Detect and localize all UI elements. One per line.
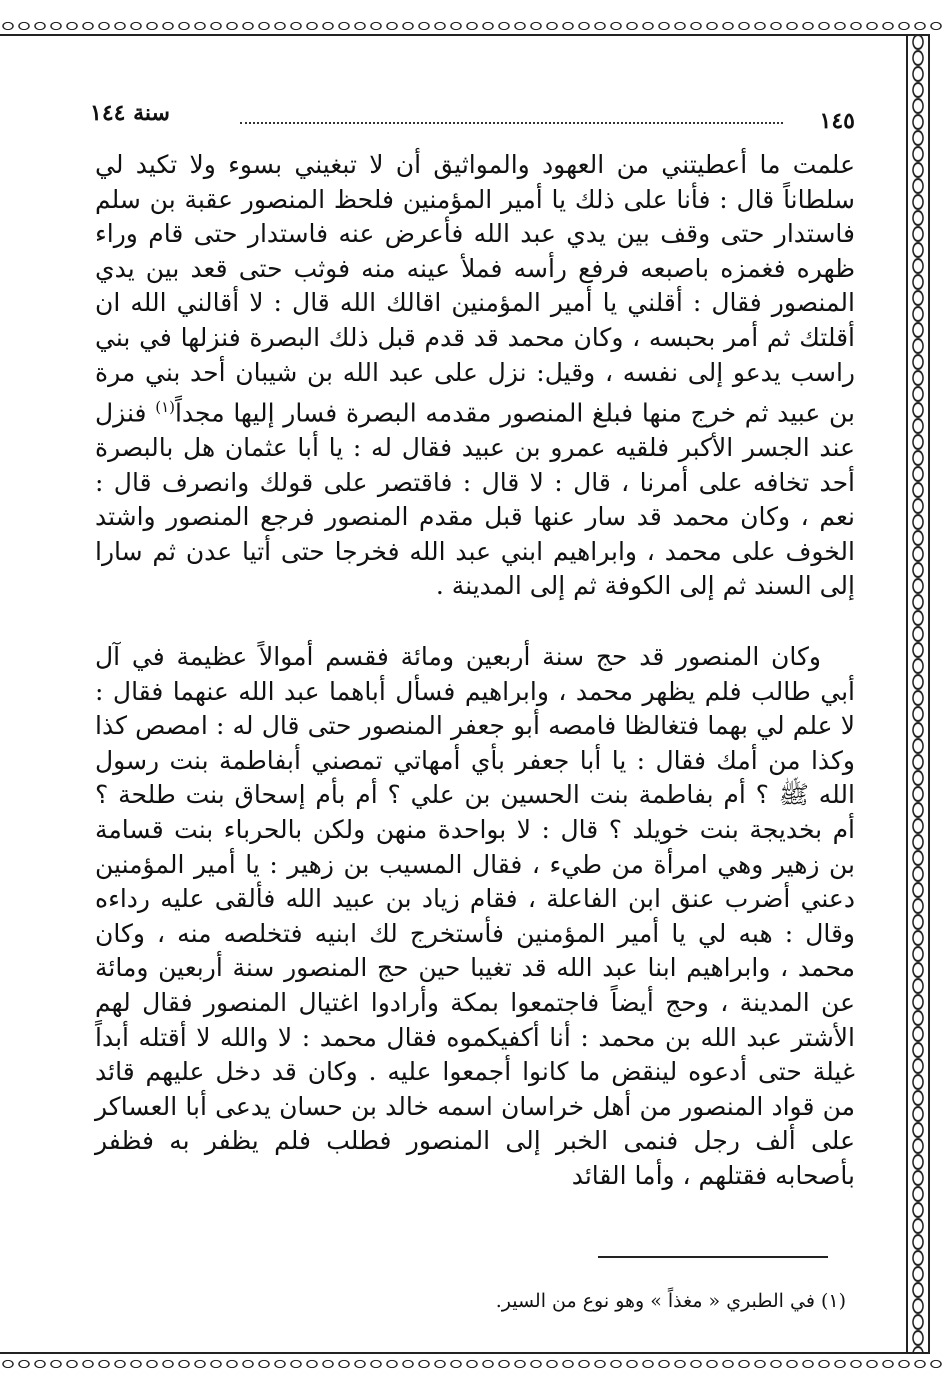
border-right-outer-line (928, 34, 930, 1354)
header-year-label: سنة ١٤٤ (90, 100, 170, 126)
footnote: (١) في الطبري « مغذاً » وهو نوع من السير. (495, 1290, 846, 1312)
border-top (0, 18, 945, 34)
paragraph-1-continuation: فنزل عند الجسر الأكبر فلقيه عمرو بن عبيد فقال له : يا أبا عثمان هل بالبصرة أحد تخافه على أمرنا ، قال : لا قال : فاقتصر على قولك وانصرف قال : نعم ، وكان محمد قد سار عنها قبل مقدم المنصور فرجع المنصور واشتد الخوف على محمد ، وابراهيم ابني عبد الله فخرجا حتى أتيا عدن ثم سارا إلى السند ثم إلى الكوفة ثم إلى المدينة . (95, 398, 855, 601)
border-right (910, 34, 926, 1354)
paragraph-1 (95, 148, 855, 604)
border-right-line (906, 34, 908, 1354)
border-top-line (0, 34, 930, 36)
main-text (95, 148, 855, 1194)
paragraph-1-text: علمت ما أعطيتني من العهود والمواثيق أن لا تبغيني بسوء ولا تكيد لي سلطاناً قال : فأنا على ذلك يا أمير المؤمنين فلحظ المنصور عقبة بن سلم فاستدار حتى وقف بين يدي عبد الله فأعرض عنه فاستدار حتى قام وراء ظهره فغمزه باصبعه فرفع رأسه فملأ عينه منه فوثب حتى قعد بين يدي المنصور فقال : أقلني يا أمير المؤمنين اقالك الله قال : لا أقالني الله ان أقلتك ثم أمر بحبسه ، وكان محمد قد قدم قبل ذلك البصرة فنزلها في بني راسب يدعو إلى نفسه ، وقيل: نزل على عبد الله بن شيبان أحد بني مرة بن عبيد ثم خرج منها فبلغ المنصور مقدمه البصرة فسار إليها مجداً (95, 150, 855, 428)
paragraph-2: وكان المنصور قد حج سنة أربعين ومائة فقسم أموالاً عظيمة في آل أبي طالب فلم يظهر محمد ، وابراهيم فسأل أباهما عبد الله عنهما فقال : لا علم لي بهما فتغالظا فامصه أبو جعفر المنصور حتى قال له : امصص كذا وكذا من أمك فقال : يا أبا جعفر بأي أمهاتي تمصني أبفاطمة بنت رسول الله ﷺ ؟ أم بفاطمة بنت الحسين بن علي ؟ أم بأم إسحاق بنت طلحة ؟ أم بخديجة بنت خويلد ؟ قال : لا بواحدة منهن ولكن بالحرباء بنت قسامة بن زهير وهي امرأة من طيء ، فقال المسيب بن زهير : يا أمير المؤمنين دعني أضرب عنق ابن الفاعلة ، فقام زياد بن عبيد الله فألقى عليه رداءه وقال : هبه لي يا أمير المؤمنين فأستخرج لك ابنيه فتخلصه منه ، وكان محمد ، وابراهيم ابنا عبد الله قد تغيبا حين حج المنصور سنة أربعين ومائة عن المدينة ، وحج أيضاً فاجتمعوا بمكة وأرادوا اغتيال المنصور فقال لهم الأشتر عبد الله بن محمد : أنا أكفيكموه فقال محمد : لا والله لا أقتله أبداً غيلة حتى أدعوه لينقض ما كانوا أجمعوا عليه . وكان قد دخل عليهم قائد من قواد المنصور من أهل خراسان اسمه خالد بن حسان يدعى أبا العساكر على ألف رجل فنمى الخبر إلى المنصور فطلب فلم يظفر به فظفر بأصحابه فقتلهم ، وأما القائد (95, 642, 855, 1190)
footnote-divider (598, 1256, 828, 1258)
border-bottom-line (0, 1352, 930, 1354)
border-bottom (0, 1356, 945, 1372)
header-dotted-leader (240, 122, 783, 124)
page-header (90, 100, 855, 136)
footnote-reference: (١) (155, 398, 175, 417)
page-number: ١٤٥ (819, 108, 855, 134)
